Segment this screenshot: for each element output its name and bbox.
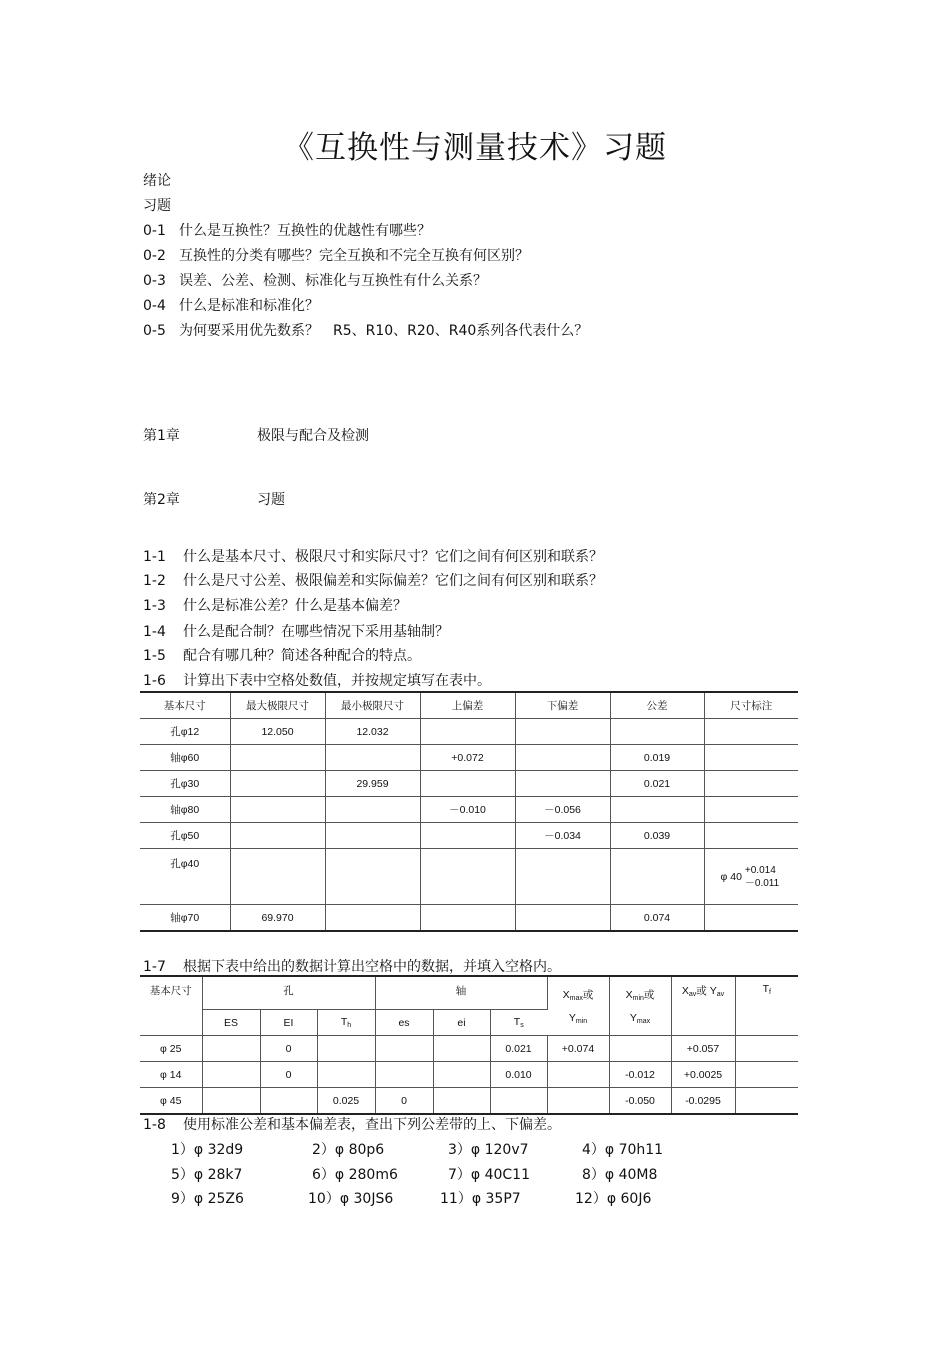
table-header-row xyxy=(140,976,798,1010)
question-number: 1-1 xyxy=(143,549,166,565)
table-cell: 0.021 xyxy=(610,771,704,797)
table-cell xyxy=(420,849,515,905)
table-cell xyxy=(325,745,420,771)
fit-table xyxy=(140,975,798,1115)
question-text: 什么是基本尺寸、极限尺寸和实际尺寸？它们之间有何区别和联系？ xyxy=(183,549,603,565)
chapter2-title: 习题 xyxy=(257,492,285,508)
item-text: 什么是互换性？互换性的优越性有哪些？ xyxy=(179,223,431,239)
question-number: 1-6 xyxy=(143,673,166,689)
table-cell xyxy=(704,719,798,745)
table-cell xyxy=(202,1062,260,1088)
table-cell: 0.039 xyxy=(610,823,704,849)
table-cell xyxy=(202,1036,260,1062)
item-text: 为何要采用优先数系？ R5、R10、R20、R40系列各代表什么？ xyxy=(179,323,589,339)
question-item xyxy=(143,1114,561,1134)
table-row xyxy=(140,719,798,745)
table-cell xyxy=(420,905,515,932)
dimension-note-cell xyxy=(704,849,798,905)
question-number: 1-4 xyxy=(143,624,166,640)
question-item xyxy=(143,546,603,566)
header-xmax-ymin: $X_{max}$或 $Y_{min}$ xyxy=(547,976,609,1036)
table-cell: φ 14 xyxy=(140,1062,202,1088)
table-cell: -0.050 xyxy=(609,1088,671,1115)
question-item xyxy=(143,595,407,615)
table-cell xyxy=(230,745,325,771)
header-basic-size: 基本尺寸 xyxy=(140,976,202,1036)
item-text: 误差、公差、检测、标准化与互换性有什么关系？ xyxy=(179,273,487,289)
table-cell xyxy=(260,1088,317,1115)
table-cell: －0.034 xyxy=(515,823,610,849)
item-number: 0-1 xyxy=(143,223,166,239)
table-cell: 孔φ12 xyxy=(140,719,230,745)
table-row xyxy=(140,849,798,905)
table-cell xyxy=(420,823,515,849)
header-cell: 公差 xyxy=(610,692,704,719)
table-cell: φ 25 xyxy=(140,1036,202,1062)
lower-deviation: －0.011 xyxy=(744,877,780,889)
item-number: 0-5 xyxy=(143,323,166,339)
table-cell xyxy=(325,905,420,932)
intro-item xyxy=(143,295,319,315)
table-cell: 12.050 xyxy=(230,719,325,745)
table-cell: -0.012 xyxy=(609,1062,671,1088)
header-cell: 最大极限尺寸 xyxy=(230,692,325,719)
question-number: 1-7 xyxy=(143,959,166,975)
question-item xyxy=(143,621,449,641)
table-cell: -0.0295 xyxy=(671,1088,735,1115)
item-text: 什么是标准和标准化？ xyxy=(179,298,319,314)
table-cell xyxy=(704,905,798,932)
table-row xyxy=(140,745,798,771)
grade-item: 2）φ 80p6 xyxy=(312,1142,385,1158)
dimension-base: φ 40 xyxy=(720,870,742,883)
question-text: 根据下表中给出的数据计算出空格中的数据，并填入空格内。 xyxy=(183,959,561,975)
header-xav-yav: $X_{av}$或 $Y_{av}$ xyxy=(671,976,735,1036)
page-title: 《互换性与测量技术》习题 xyxy=(283,130,667,166)
intro-item xyxy=(143,220,431,240)
intro-item xyxy=(143,245,529,265)
table-cell xyxy=(375,1062,433,1088)
question-item xyxy=(143,670,491,690)
subheader-cell: es xyxy=(375,1010,433,1036)
subheader-cell: $T_s$ xyxy=(490,1010,547,1036)
subheader-cell: ES xyxy=(202,1010,260,1036)
table-cell xyxy=(325,797,420,823)
table-cell xyxy=(325,849,420,905)
question-text: 使用标准公差和基本偏差表，查出下列公差带的上、下偏差。 xyxy=(183,1117,561,1133)
table-cell: +0.074 xyxy=(547,1036,609,1062)
table-cell: 0 xyxy=(260,1062,317,1088)
header-cell: 下偏差 xyxy=(515,692,610,719)
table-cell xyxy=(515,719,610,745)
table-row xyxy=(140,797,798,823)
table-cell xyxy=(433,1088,490,1115)
table-cell xyxy=(230,771,325,797)
subheader-cell: ei xyxy=(433,1010,490,1036)
table-cell xyxy=(610,797,704,823)
chapter1-title: 极限与配合及检测 xyxy=(257,428,369,444)
table-cell xyxy=(735,1036,798,1062)
grade-item: 5）φ 28k7 xyxy=(171,1167,243,1183)
table-cell xyxy=(420,771,515,797)
table-cell: 0.019 xyxy=(610,745,704,771)
grade-item: 12）φ 60J6 xyxy=(575,1191,652,1207)
intro-subheading: 习题 xyxy=(143,198,171,214)
header-xmin-ymax: $X_{min}$或 $Y_{max}$ xyxy=(609,976,671,1036)
table-cell: 轴φ60 xyxy=(140,745,230,771)
question-item xyxy=(143,645,421,665)
table-cell: 0.025 xyxy=(317,1088,375,1115)
table-cell: +0.0025 xyxy=(671,1062,735,1088)
table-cell xyxy=(610,719,704,745)
question-text: 计算出下表中空格处数值，并按规定填写在表中。 xyxy=(183,673,491,689)
table-cell xyxy=(230,797,325,823)
item-number: 0-2 xyxy=(143,248,166,264)
question-text: 什么是标准公差？什么是基本偏差？ xyxy=(183,598,407,614)
grade-item: 9）φ 25Z6 xyxy=(171,1191,244,1207)
table-cell: 轴φ70 xyxy=(140,905,230,932)
question-item xyxy=(143,570,603,590)
table-cell: 孔φ40 xyxy=(140,849,230,905)
table-cell xyxy=(515,745,610,771)
table-cell xyxy=(230,823,325,849)
grade-item: 4）φ 70h11 xyxy=(582,1142,664,1158)
subheader-cell: EI xyxy=(260,1010,317,1036)
question-text: 什么是配合制？在哪些情况下采用基轴制？ xyxy=(183,624,449,640)
table-cell xyxy=(547,1062,609,1088)
tolerance-stack xyxy=(745,864,779,890)
table-cell xyxy=(547,1088,609,1115)
question-text: 什么是尺寸公差、极限偏差和实际偏差？它们之间有何区别和联系？ xyxy=(183,573,603,589)
grade-item: 3）φ 120v7 xyxy=(448,1142,529,1158)
chapter1-label: 第1章 xyxy=(143,428,180,444)
subheader-cell: $T_h$ xyxy=(317,1010,375,1036)
intro-item xyxy=(143,270,487,290)
table-header-row xyxy=(140,692,798,719)
table-cell xyxy=(325,823,420,849)
grade-item: 10）φ 30JS6 xyxy=(308,1191,394,1207)
table-row xyxy=(140,1062,798,1088)
table-cell: －0.056 xyxy=(515,797,610,823)
table-cell: φ 45 xyxy=(140,1088,202,1115)
table-cell xyxy=(735,1088,798,1115)
question-number: 1-5 xyxy=(143,648,166,664)
header-cell: 尺寸标注 xyxy=(704,692,798,719)
header-tf: $T_f$ xyxy=(735,976,798,1036)
table-cell xyxy=(490,1088,547,1115)
table-cell: 0 xyxy=(375,1088,433,1115)
table-cell: 孔φ50 xyxy=(140,823,230,849)
question-item xyxy=(143,956,561,976)
table-cell xyxy=(375,1036,433,1062)
table-row xyxy=(140,1088,798,1115)
table-cell: 轴φ80 xyxy=(140,797,230,823)
item-number: 0-3 xyxy=(143,273,166,289)
table-row xyxy=(140,823,798,849)
table-cell xyxy=(515,849,610,905)
question-number: 1-2 xyxy=(143,573,166,589)
table-cell xyxy=(610,849,704,905)
table-cell: 29.959 xyxy=(325,771,420,797)
table-cell xyxy=(515,771,610,797)
table-cell: +0.057 xyxy=(671,1036,735,1062)
table-cell: 0.010 xyxy=(490,1062,547,1088)
table-cell: 69.970 xyxy=(230,905,325,932)
upper-deviation: +0.014 xyxy=(744,864,776,876)
table-cell xyxy=(515,905,610,932)
table-cell xyxy=(704,797,798,823)
grade-item: 8）φ 40M8 xyxy=(582,1167,658,1183)
intro-heading: 绪论 xyxy=(143,173,171,189)
grade-item: 11）φ 35P7 xyxy=(440,1191,521,1207)
table-cell: 0.021 xyxy=(490,1036,547,1062)
table-cell: +0.072 xyxy=(420,745,515,771)
grade-item: 7）φ 40C11 xyxy=(448,1167,530,1183)
table-cell: 0 xyxy=(260,1036,317,1062)
table-cell: 12.032 xyxy=(325,719,420,745)
table-cell: 0.074 xyxy=(610,905,704,932)
question-number: 1-8 xyxy=(143,1117,166,1133)
table-cell xyxy=(202,1088,260,1115)
header-cell: 上偏差 xyxy=(420,692,515,719)
table-row xyxy=(140,771,798,797)
question-text: 配合有哪几种？简述各种配合的特点。 xyxy=(183,648,421,664)
intro-item xyxy=(143,320,588,340)
limits-table xyxy=(140,691,798,932)
grade-item: 6）φ 280m6 xyxy=(312,1167,398,1183)
table-cell xyxy=(735,1062,798,1088)
table-cell xyxy=(433,1062,490,1088)
item-text: 互换性的分类有哪些？完全互换和不完全互换有何区别？ xyxy=(179,248,529,264)
table-cell xyxy=(704,771,798,797)
table-cell xyxy=(317,1036,375,1062)
header-cell: 基本尺寸 xyxy=(140,692,230,719)
table-cell xyxy=(433,1036,490,1062)
question-number: 1-3 xyxy=(143,598,166,614)
table-row xyxy=(140,1036,798,1062)
item-number: 0-4 xyxy=(143,298,166,314)
table-cell xyxy=(704,745,798,771)
table-cell xyxy=(704,823,798,849)
table-cell xyxy=(317,1062,375,1088)
header-shaft: 轴 xyxy=(375,976,547,1010)
header-cell: 最小极限尺寸 xyxy=(325,692,420,719)
table-cell xyxy=(420,719,515,745)
table-cell xyxy=(609,1036,671,1062)
table-cell xyxy=(230,849,325,905)
grade-item: 1）φ 32d9 xyxy=(171,1142,244,1158)
table-row xyxy=(140,905,798,932)
table-cell: 孔φ30 xyxy=(140,771,230,797)
header-hole: 孔 xyxy=(202,976,375,1010)
chapter2-label: 第2章 xyxy=(143,492,180,508)
table-cell: －0.010 xyxy=(420,797,515,823)
